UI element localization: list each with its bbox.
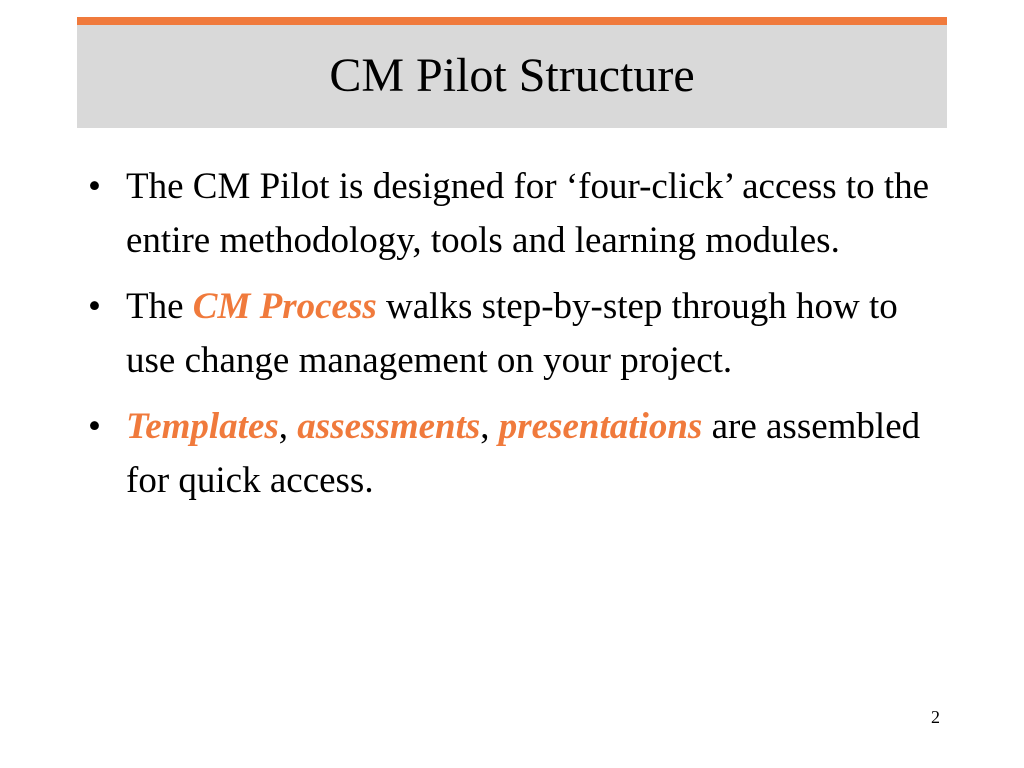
bullet-text-prefix: The <box>126 286 184 327</box>
highlight-assessments: assessments <box>297 406 481 447</box>
highlight-templates: Templates <box>126 406 279 447</box>
highlight-cm-process: CM Process <box>192 286 377 327</box>
bullet-dot-icon: • <box>88 166 101 207</box>
page-number: 2 <box>931 707 940 727</box>
bullet-list <box>84 160 934 520</box>
highlight-presentations: presentations <box>498 406 703 447</box>
bullet-item-3 <box>84 400 934 508</box>
bullet-item-1 <box>84 160 934 268</box>
bullet-text-suffix: walks step-by-step through how to use change management on your project. <box>126 286 898 381</box>
bullet-dot-icon: • <box>88 406 101 447</box>
bullet-text: The CM Pilot is designed for ‘four-click’ access to the entire methodology, tools and learning modules. <box>126 166 930 261</box>
title-bar <box>77 17 947 128</box>
separator-comma: , <box>278 406 289 447</box>
bullet-text-suffix: are assembled for quick access. <box>126 406 921 501</box>
slide-title: CM Pilot Structure <box>329 48 695 102</box>
bullet-item-2 <box>84 280 934 388</box>
bullet-dot-icon: • <box>88 286 101 327</box>
title-accent-line <box>77 17 947 25</box>
separator-comma: , <box>480 406 490 447</box>
